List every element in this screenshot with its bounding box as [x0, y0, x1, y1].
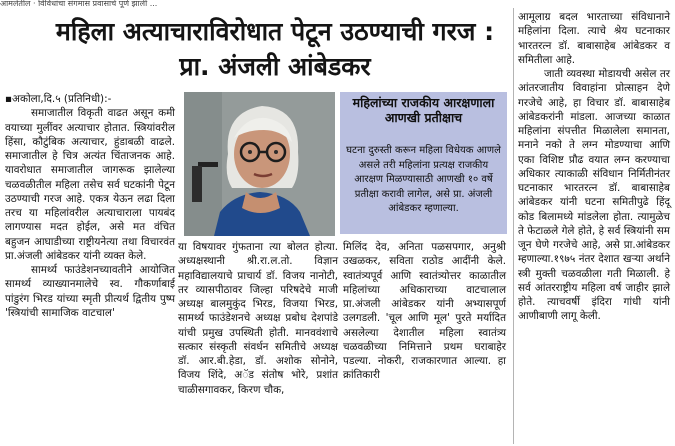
article-column-3: [343, 240, 506, 383]
paragraph: या विषयावर गुंफताना त्या बोलत होत्या. अध्यक्षस्थानी श्री.रा.ल.तो. विज्ञान महाविद्यालयाचे प्राचार्य डॉ. विजय नानोटी, तर व्यासपीठावर जिल्हा परिषदेचे माजी अध्यक्ष बालमुकुंद भिरड, विजया भिरड, सामर्थ्य फाउंडेशनचे अध्यक्ष प्रबोध देशपांडे यांची प्रमुख उपस्थिती होती. मानववंशाचे सत्कार संस्कृती संवर्धन समितीचे अध्यक्ष डॉ. आर.बी.हेडा, डॉ. अशोक सोनोने, विजय शिंदे, अॅड संतोष भोरे, प्रशांत चाळीसगावकर, किरण चौक,: [178, 241, 338, 396]
speaker-photo: [184, 92, 335, 236]
article-column-2: [178, 240, 338, 397]
top-clipped-text: आमलेतील · विविधांचा संगमास प्रवासाचे पूर्ण झाली ...: [0, 0, 158, 8]
column-rule: [513, 8, 514, 444]
callout-title: महिलांच्या राजकीय आरक्षणाला आणखी प्रतीक्षाच: [352, 95, 495, 125]
paragraph: मिलिंद देव, अनिता पळसपगार, अनुश्री उखळकर, सविता राठोड आदींनी केले. स्वातंत्र्यपूर्व आणि स्वातंत्र्योत्तर काळातील महिलांच्या अधिकाराच्या वाटचालाल प्रा.अंजली आंबेडकर यांनी अभ्यासपूर्ण उलगडली. 'चूल आणि मूल' पुरते मर्यादित असलेल्या देशातील महिला स्वातंत्र्य चळवळीच्या निमित्ताने प्रथम घराबाहेर पडल्या. नोकरी, राजकारणात आल्या. हा क्रांतिकारी: [343, 241, 506, 382]
headline: महिला अत्याचाराविरोधात पेटून उठण्याची गरज : प्रा. अंजली आंबेडकर: [55, 17, 495, 81]
paragraph: समाजातील विकृती वाढत असून कमी वयाच्या मुलींवर अत्याचार होतात. स्त्रियांवरील हिंसा, कौटुंबिक अत्याचार, हुंडाबळी वाढले. समाजातील हे चित्र अत्यंत चिंताजनक आहे. यावरोधात समाजातील जागरूक झालेल्या चळवळीतील महिला तसेच सर्व घटकांनी पेटून उठण्याची गरज आहे. एकत्र येऊन लढा दिला तरच या महिलांवरील अत्याचाराला पायबंद लागण्यास मदत होईल, असे मत वंचित बहुजन आघाडीच्या राष्ट्रीयनेत्या तथा विचारवंत प्रा.अंजली आंबेडकर यांनी व्यक्त केले.: [5, 107, 175, 262]
callout-text: घटना दुरुस्ती करून महिला विधेयक आणले असले तरी महिलांना प्रत्यक्ष राजकीय आरक्षण मिळण्यासाठी आणखी १० वर्षे प्रतीक्षा करावी लागेल, असे प्रा. अंजली आंबेडकर म्हणाल्या.: [346, 145, 501, 214]
paragraph: जाती व्यवस्था मोडायची असेल तर आंतरजातीय विवाहांना प्रोत्साहन देणे गरजेचे आहे, हा विचार डॉ. बाबासाहेब आंबेडकरांनी मांडला. आजच्या काळात महिलांना संपत्तीत मिळालेला समानता, मनाने नको ते लग्न मोडण्याचा आणि एका विशिष्ट प्रौढ वयात लग्न करण्याचा अधिकार त्याकाळी संविधान निर्मितीनंतर घटनाकार भारतरत्न डॉ. बाबासाहेब आंबेडकर यांनी घटना समितीपुढे हिंदू कोड बिलामध्ये मांडलेला होता. त्यामुळेच ते फेटाळले गेले होते, हे सर्व स्त्रियांनी सम जून घेणे गरजेचे आहे, असे प्रा.आंबेडकर म्हणाल्या.१९७५ नंतर देशात खऱ्या अर्थाने स्त्री मुक्ती चळवळीला गती मिळाली. हे सर्व आंतरराष्ट्रीय महिला वर्ष जाहीर झाले होते. त्याचवर्षी इंदिरा गांधी यांनी आणीबाणी लागू केली.: [518, 68, 670, 323]
article-column-1: [5, 92, 175, 320]
article-column-4: [518, 10, 670, 324]
callout-box: [340, 92, 507, 234]
paragraph: आमूलाग्र बदल भारताच्या संविधानाने महिलांना दिला. त्याचे श्रेय घटनाकार भारतरत्न डॉ. बाबासाहेब आंबेडकर व समितीला आहे.: [518, 11, 670, 66]
dateline: ▪अकोला,दि.५ (प्रतिनिधी):-: [5, 93, 112, 105]
paragraph: सामर्थ्य फाउंडेशनच्यावतीने आयोजित सामर्थ्य व्याख्यानमालेचे स्व. गौकर्णाबाई पांडुरंग भिरड यांच्या स्मृती प्रीत्यर्थ द्वितीय पुष्प 'स्त्रियांची सामाजिक वाटचाल': [5, 264, 175, 319]
